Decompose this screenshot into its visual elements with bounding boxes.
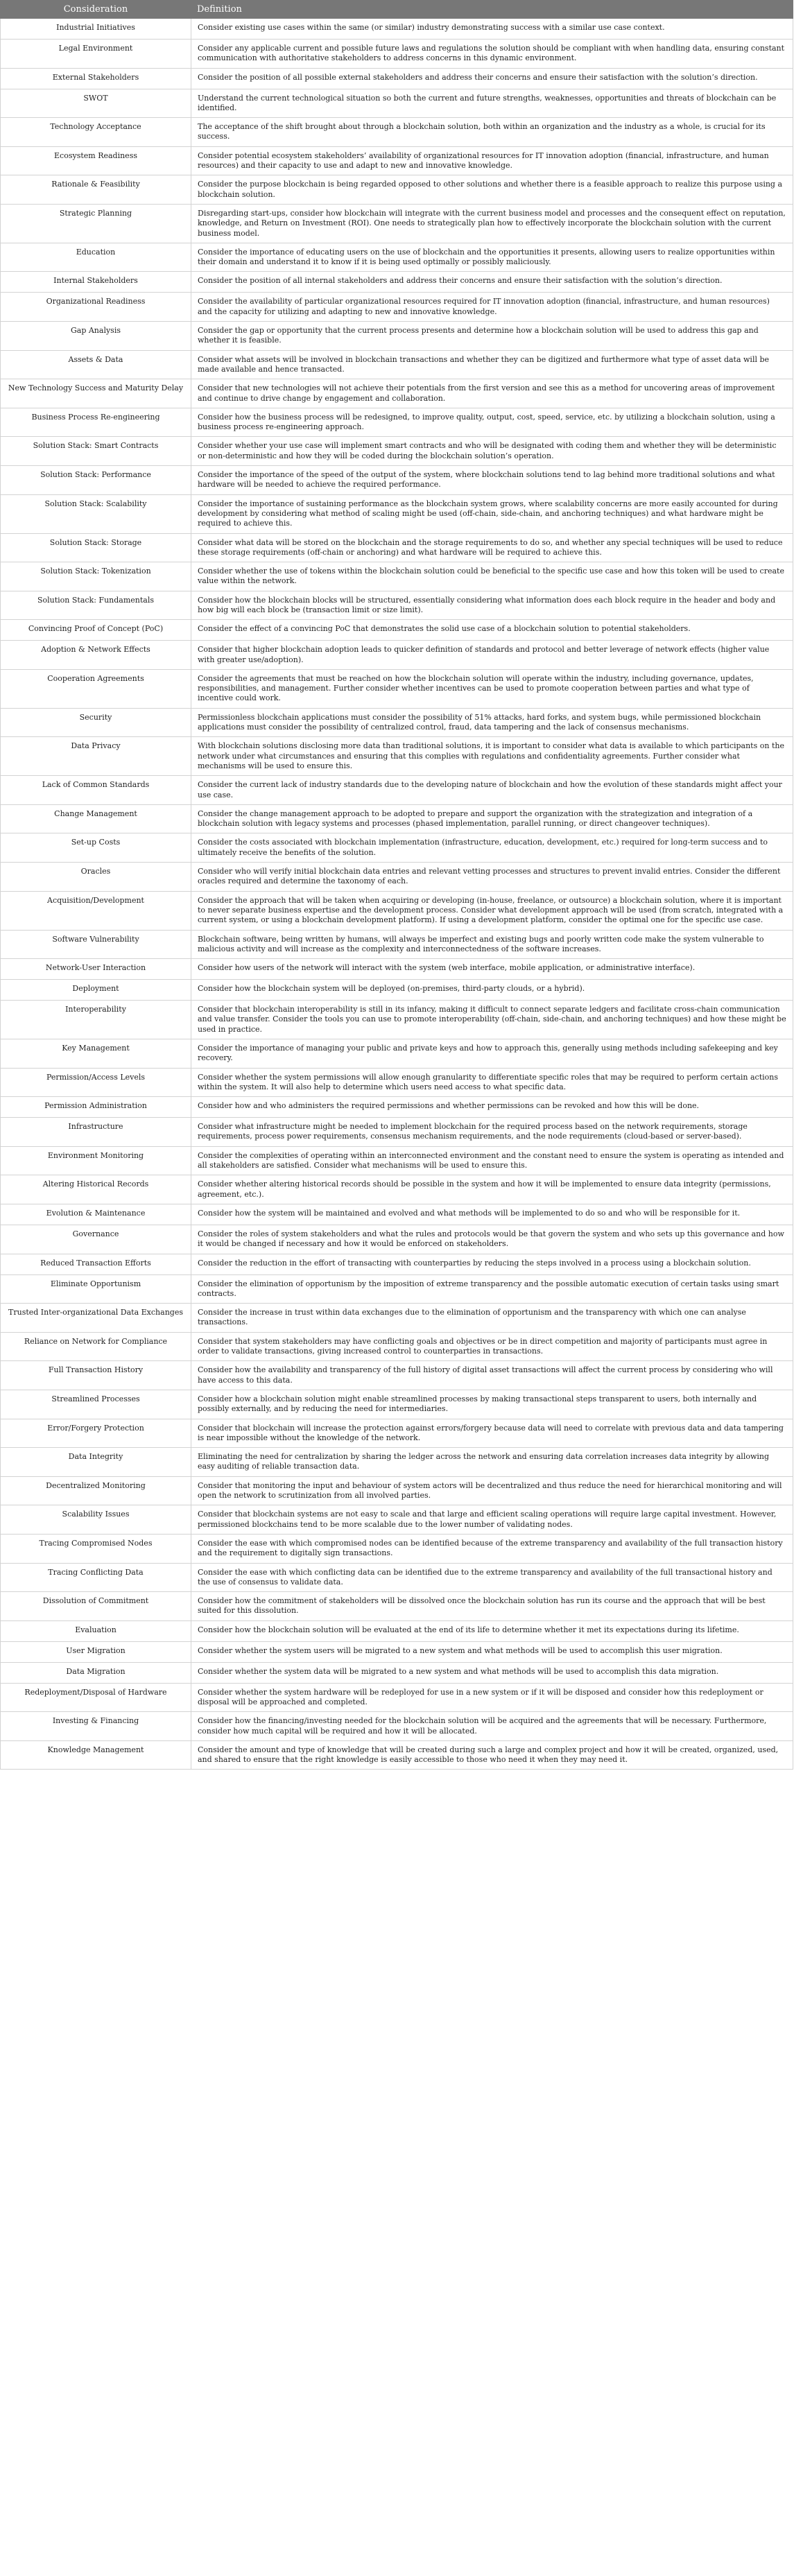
- table-row: [1, 19, 793, 40]
- definition-cell: Consider existing use cases within the same (or similar) industry demonstrating success with a similar use case context.: [191, 19, 793, 40]
- table-row: [1, 1332, 793, 1361]
- consideration-cell: Data Integrity: [1, 1448, 191, 1477]
- definition-cell: Consider that blockchain interoperability is still in its infancy, making it difficult to connect separate ledgers and facilitate cross-chain communication and value transfer. Consider the tools you can use to promote interoperability (off-chain, side-chain, and anchoring techniques) and how these might be used in practice.: [191, 1001, 793, 1039]
- consideration-cell: Rationale & Feasibility: [1, 175, 191, 205]
- consideration-cell: Decentralized Monitoring: [1, 1476, 191, 1505]
- definition-cell: Consider that system stakeholders may have conflicting goals and objectives or be in direct competition and majority of participants must agree in order to validate transactions, giving increased control to counterparties in transactions.: [191, 1332, 793, 1361]
- consideration-cell: Change Management: [1, 804, 191, 833]
- definition-cell: Consider that blockchain systems are not easy to scale and that large and efficient scaling operations will require large capital investment. However, permissioned blockchains tend to be more scalable due to the lower number of validating nodes.: [191, 1505, 793, 1535]
- table-row: [1, 146, 793, 175]
- definition-cell: Consider the position of all possible external stakeholders and address their concerns and ensure their satisfaction with the solution’s direction.: [191, 68, 793, 89]
- definition-cell: Consider the gap or opportunity that the current process presents and determine how a blockchain solution will be used to address this gap and whether it is feasible.: [191, 322, 793, 351]
- table-row: [1, 350, 793, 379]
- table-body: [1, 19, 793, 1770]
- table-row: [1, 1304, 793, 1333]
- definition-cell: Consider whether the system users will be migrated to a new system and what methods will be used to accomplish this user migration.: [191, 1641, 793, 1662]
- definition-cell: Consider how and who administers the required permissions and whether permissions can be revoked and how this will be done.: [191, 1097, 793, 1118]
- consideration-cell: Business Process Re-engineering: [1, 408, 191, 437]
- definition-cell: Consider whether the use of tokens within the blockchain solution could be beneficial to the specific use case and how this token will be used to create value within the network.: [191, 562, 793, 591]
- consideration-cell: Adoption & Network Effects: [1, 641, 191, 670]
- table-row: [1, 408, 793, 437]
- definition-cell: The acceptance of the shift brought about through a blockchain solution, both within an organization and the industry as a whole, is crucial for its success.: [191, 118, 793, 147]
- consideration-cell: Interoperability: [1, 1001, 191, 1039]
- consideration-cell: Tracing Conflicting Data: [1, 1563, 191, 1592]
- header-definition: Definition: [191, 1, 793, 19]
- definition-cell: Consider the roles of system stakeholders and what the rules and protocols would be that govern the system and who sets up this governance and how it would be changed if necessary and how it would be enforced on stakeholders.: [191, 1225, 793, 1254]
- table-row: [1, 40, 793, 69]
- definition-cell: Consider the availability of particular organizational resources required for IT innovation adoption (financial, infrastructure, and human resources) and the capacity for utilizing and adapting to new and innovative knowledge.: [191, 293, 793, 322]
- table-row: [1, 1225, 793, 1254]
- table-row: [1, 980, 793, 1001]
- table-row: [1, 533, 793, 562]
- definition-cell: Consider who will verify initial blockchain data entries and relevant vetting processes and structures to prevent invalid entries. Consider the different oracles required and determine the taxonomy of each.: [191, 863, 793, 892]
- definition-cell: Consider the importance of sustaining performance as the blockchain system grows, where scalability concerns are more easily accounted for during development by considering what method of scaling might be used (off-chain, side-chain, and anchoring techniques) and what hardware might be required to achieve this.: [191, 494, 793, 533]
- table-row: [1, 669, 793, 708]
- consideration-cell: Solution Stack: Tokenization: [1, 562, 191, 591]
- consideration-cell: Solution Stack: Scalability: [1, 494, 191, 533]
- consideration-cell: Organizational Readiness: [1, 293, 191, 322]
- consideration-cell: Dissolution of Commitment: [1, 1592, 191, 1621]
- definition-cell: Consider the ease with which compromised nodes can be identified because of the extreme transparency and availability of the full transaction history and the requirement to digitally sign transactions.: [191, 1534, 793, 1563]
- consideration-cell: Eliminate Opportunism: [1, 1274, 191, 1304]
- table-row: [1, 1505, 793, 1535]
- consideration-cell: Evolution & Maintenance: [1, 1204, 191, 1225]
- definition-cell: Consider what data will be stored on the blockchain and the storage requirements to do so, and whether any special techniques will be used to reduce these storage requirements (off-chain or anchoring) and what hardware will be required to achieve this.: [191, 533, 793, 562]
- table-row: [1, 1175, 793, 1204]
- definition-cell: Permissionless blockchain applications must consider the possibility of 51% attacks, hard forks, and system bugs, while permissioned blockchain applications must consider the possibility of centralized control, fraud, data tampering and the lack of consensus mechanisms.: [191, 708, 793, 737]
- definition-cell: Consider how the system will be maintained and evolved and what methods will be implemented to do so and who will be responsible for it.: [191, 1204, 793, 1225]
- table-row: [1, 1001, 793, 1039]
- table-row: [1, 1620, 793, 1641]
- definition-cell: Consider whether the system hardware will be redeployed for use in a new system or if it will be disposed and consider how this redeployment or disposal will be approached and completed.: [191, 1683, 793, 1712]
- table-row: [1, 1419, 793, 1448]
- consideration-cell: Assets & Data: [1, 350, 191, 379]
- definition-cell: Consider the reduction in the effort of transacting with counterparties by reducing the steps involved in a process using a blockchain solution.: [191, 1254, 793, 1274]
- consideration-cell: Lack of Common Standards: [1, 776, 191, 805]
- consideration-cell: Acquisition/Development: [1, 891, 191, 930]
- consideration-cell: External Stakeholders: [1, 68, 191, 89]
- consideration-cell: Permission Administration: [1, 1097, 191, 1118]
- consideration-cell: Data Migration: [1, 1662, 191, 1683]
- table-row: [1, 804, 793, 833]
- table-row: [1, 1448, 793, 1477]
- definition-cell: Consider how the business process will be redesigned, to improve quality, output, cost, speed, service, etc. by utilizing a blockchain solution, using a business process re-engineering approach.: [191, 408, 793, 437]
- definition-cell: Consider how the availability and transparency of the full history of digital asset transactions will affect the current process by considering who will have access to this data.: [191, 1361, 793, 1390]
- table-row: [1, 1662, 793, 1683]
- table-row: [1, 1097, 793, 1118]
- table-row: [1, 1204, 793, 1225]
- consideration-cell: Industrial Initiatives: [1, 19, 191, 40]
- table-row: [1, 591, 793, 620]
- consideration-cell: Network-User Interaction: [1, 959, 191, 980]
- consideration-cell: Security: [1, 708, 191, 737]
- table-row: [1, 175, 793, 205]
- table-row: [1, 708, 793, 737]
- consideration-cell: Set-up Costs: [1, 833, 191, 863]
- table-row: [1, 891, 793, 930]
- consideration-cell: Altering Historical Records: [1, 1175, 191, 1204]
- table-row: [1, 293, 793, 322]
- consideration-cell: Scalability Issues: [1, 1505, 191, 1535]
- definition-cell: Consider the amount and type of knowledge that will be created during such a large and complex project and how it will be created, organized, used, and shared to ensure that the right knowledge is easily accessible to those who need it when they may need it.: [191, 1740, 793, 1770]
- consideration-cell: Environment Monitoring: [1, 1146, 191, 1175]
- table-row: [1, 89, 793, 118]
- consideration-cell: Error/Forgery Protection: [1, 1419, 191, 1448]
- definition-cell: Consider whether the system permissions will allow enough granularity to differentiate specific roles that may be required to perform certain actions within the system. It will also help to determine which users need access to what specific data.: [191, 1068, 793, 1097]
- consideration-cell: Permission/Access Levels: [1, 1068, 191, 1097]
- table-row: [1, 1740, 793, 1770]
- header-consideration: Consideration: [1, 1, 191, 19]
- consideration-cell: Cooperation Agreements: [1, 669, 191, 708]
- consideration-cell: Solution Stack: Storage: [1, 533, 191, 562]
- consideration-cell: Infrastructure: [1, 1118, 191, 1147]
- consideration-cell: Solution Stack: Smart Contracts: [1, 437, 191, 466]
- table-row: [1, 1476, 793, 1505]
- table-row: [1, 1254, 793, 1274]
- definition-cell: Consider any applicable current and possible future laws and regulations the solution should be compliant with when handling data, ensuring constant communication with authoritative stakeholders to address concerns in this dynamic environment.: [191, 40, 793, 69]
- definition-cell: Consider that new technologies will not achieve their potentials from the first version and see this as a method for uncovering areas of improvement and continue to drive change by engagement and collaboration.: [191, 379, 793, 408]
- table-header-row: [1, 1, 793, 19]
- table-row: [1, 562, 793, 591]
- definition-cell: Consider the change management approach to be adopted to prepare and support the organization with the strategization and integration of a blockchain solution with legacy systems and processes (phased implementation, parallel running, or direct changeover techniques).: [191, 804, 793, 833]
- consideration-cell: Strategic Planning: [1, 204, 191, 243]
- definition-cell: Consider the importance of the speed of the output of the system, where blockchain solutions tend to lag behind more traditional solutions and what hardware will be needed to achieve the required performance.: [191, 466, 793, 495]
- consideration-cell: Legal Environment: [1, 40, 191, 69]
- table-row: [1, 118, 793, 147]
- definition-cell: Blockchain software, being written by humans, will always be imperfect and existing bugs and poorly written code make the system vulnerable to malicious activity and will increase as the complexity and interconnectedness of the software increases.: [191, 930, 793, 959]
- definition-cell: Consider the effect of a convincing PoC that demonstrates the solid use case of a blockchain solution to potential stakeholders.: [191, 620, 793, 641]
- consideration-cell: Convincing Proof of Concept (PoC): [1, 620, 191, 641]
- definition-cell: Consider the importance of educating users on the use of blockchain and the opportunities it presents, allowing users to realize opportunities within their domain and understand it to know if it is being used optimally or possibly maliciously.: [191, 243, 793, 272]
- definition-cell: Consider what infrastructure might be needed to implement blockchain for the required process based on the network requirements, storage requirements, process power requirements, consensus mechanism requirements, and the node requirements (cloud-based or server-based).: [191, 1118, 793, 1147]
- table-row: [1, 1118, 793, 1147]
- table-row: [1, 620, 793, 641]
- definition-cell: Consider the costs associated with blockchain implementation (infrastructure, education, development, etc.) required for long-term success and to ultimately receive the benefits of the solution.: [191, 833, 793, 863]
- definition-cell: Consider how the commitment of stakeholders will be dissolved once the blockchain solution has run its course and the approach that will be best suited for this dissolution.: [191, 1592, 793, 1621]
- consideration-cell: Education: [1, 243, 191, 272]
- definition-cell: Disregarding start-ups, consider how blockchain will integrate with the current business model and processes and the consequent effect on reputation, knowledge, and Return on Investment (ROI). One needs to strategically plan how to effectively incorporate the blockchain solution with the current business model.: [191, 204, 793, 243]
- definition-cell: Consider the ease with which conflicting data can be identified due to the extreme transparency and availability of the full transactional history and the use of consensus to validate data.: [191, 1563, 793, 1592]
- table-row: [1, 776, 793, 805]
- definition-cell: Consider whether altering historical records should be possible in the system and how it will be implemented to ensure data integrity (permissions, agreement, etc.).: [191, 1175, 793, 1204]
- consideration-cell: User Migration: [1, 1641, 191, 1662]
- table-row: [1, 379, 793, 408]
- consideration-cell: Deployment: [1, 980, 191, 1001]
- consideration-cell: Software Vulnerability: [1, 930, 191, 959]
- consideration-cell: Reliance on Network for Compliance: [1, 1332, 191, 1361]
- consideration-cell: New Technology Success and Maturity Delay: [1, 379, 191, 408]
- definition-cell: Consider that higher blockchain adoption leads to quicker definition of standards and protocol and better leverage of network effects (higher value with greater use/adoption).: [191, 641, 793, 670]
- definition-cell: Consider that blockchain will increase the protection against errors/forgery because data will need to correlate with previous data and data tampering is near impossible without the knowledge of the network.: [191, 1419, 793, 1448]
- table-row: [1, 494, 793, 533]
- table-row: [1, 833, 793, 863]
- definition-cell: Consider what assets will be involved in blockchain transactions and whether they can be digitized and furthermore what type of asset data will be made available and hence transacted.: [191, 350, 793, 379]
- consideration-cell: Redeployment/Disposal of Hardware: [1, 1683, 191, 1712]
- definition-cell: Consider the current lack of industry standards due to the developing nature of blockchain and how the evolution of these standards might affect your use case.: [191, 776, 793, 805]
- definition-cell: Consider how the blockchain solution will be evaluated at the end of its life to determine whether it met its expectations during its lifetime.: [191, 1620, 793, 1641]
- consideration-cell: Ecosystem Readiness: [1, 146, 191, 175]
- definition-cell: Consider the increase in trust within data exchanges due to the elimination of opportunism and the transparency with which one can analyse transactions.: [191, 1304, 793, 1333]
- table-row: [1, 68, 793, 89]
- table-row: [1, 1534, 793, 1563]
- definition-cell: Consider the complexities of operating within an interconnected environment and the constant need to ensure the system is operating as intended and all stakeholders are satisfied. Consider what mechanisms will be used to ensure this.: [191, 1146, 793, 1175]
- definition-cell: Eliminating the need for centralization by sharing the ledger across the network and ensuring data correlation increases data integrity by allowing easy auditing of reliable transaction data.: [191, 1448, 793, 1477]
- definition-cell: Consider the approach that will be taken when acquiring or developing (in-house, freelance, or outsource) a blockchain solution, where it is important to never separate business expertise and the development process. Consider what development approach will be used (from scratch, integrated with a current system, or using a blockchain development platform). If using a development platform, consider the optimal one for the specific use case.: [191, 891, 793, 930]
- table-row: [1, 1592, 793, 1621]
- consideration-cell: Key Management: [1, 1039, 191, 1069]
- consideration-cell: Oracles: [1, 863, 191, 892]
- table-row: [1, 466, 793, 495]
- definition-cell: Consider the elimination of opportunism by the imposition of extreme transparency and the possible automatic execution of certain tasks using smart contracts.: [191, 1274, 793, 1304]
- table-row: [1, 1274, 793, 1304]
- definition-cell: Consider how a blockchain solution might enable streamlined processes by making transactional steps transparent to users, both internally and possibly externally, and by reducing the need for intermediaries.: [191, 1390, 793, 1419]
- consideration-cell: Trusted Inter-organizational Data Exchanges: [1, 1304, 191, 1333]
- table-row: [1, 1641, 793, 1662]
- consideration-cell: Tracing Compromised Nodes: [1, 1534, 191, 1563]
- definition-cell: Consider that monitoring the input and behaviour of system actors will be decentralized and thus reduce the need for hierarchical monitoring and will open the network to scrutinization from all involved parties.: [191, 1476, 793, 1505]
- table-row: [1, 737, 793, 776]
- table-row: [1, 322, 793, 351]
- consideration-cell: Evaluation: [1, 1620, 191, 1641]
- table-row: [1, 1390, 793, 1419]
- table-row: [1, 1563, 793, 1592]
- consideration-cell: Streamlined Processes: [1, 1390, 191, 1419]
- table-row: [1, 437, 793, 466]
- consideration-cell: Knowledge Management: [1, 1740, 191, 1770]
- consideration-cell: Technology Acceptance: [1, 118, 191, 147]
- definition-cell: Consider potential ecosystem stakeholders’ availability of organizational resources for IT innovation adoption (financial, infrastructure, and human resources) and their capacity to use and adapt to new and innovative knowledge.: [191, 146, 793, 175]
- definition-cell: Consider whether the system data will be migrated to a new system and what methods will be used to accomplish this data migration.: [191, 1662, 793, 1683]
- definition-cell: Consider how users of the network will interact with the system (web interface, mobile application, or administrative interface).: [191, 959, 793, 980]
- definition-cell: Consider how the blockchain blocks will be structured, essentially considering what information does each block require in the header and body and how big will each block be (transaction limit or size limit).: [191, 591, 793, 620]
- consideration-cell: Internal Stakeholders: [1, 272, 191, 293]
- definition-cell: Consider whether your use case will implement smart contracts and who will be designated with coding them and whether they will be deterministic or non-deterministic and how they will be coded during the blockchain solution’s operation.: [191, 437, 793, 466]
- consideration-cell: Solution Stack: Performance: [1, 466, 191, 495]
- definition-cell: Consider the importance of managing your public and private keys and how to approach this, generally using methods including safekeeping and key recovery.: [191, 1039, 793, 1069]
- table-row: [1, 1712, 793, 1741]
- table-row: [1, 1068, 793, 1097]
- definition-cell: Consider the agreements that must be reached on how the blockchain solution will operate within the industry, including governance, updates, responsibilities, and management. Further consider whether incentives can be used to promote cooperation between parties and what type of incentive could work.: [191, 669, 793, 708]
- table-row: [1, 1361, 793, 1390]
- table-row: [1, 959, 793, 980]
- consideration-cell: Gap Analysis: [1, 322, 191, 351]
- table-row: [1, 863, 793, 892]
- table-row: [1, 1039, 793, 1069]
- definition-cell: Consider how the blockchain system will be deployed (on-premises, third-party clouds, or a hybrid).: [191, 980, 793, 1001]
- consideration-cell: Governance: [1, 1225, 191, 1254]
- definition-cell: Consider how the financing/investing needed for the blockchain solution will be acquired and the agreements that will be necessary. Furthermore, consider how much capital will be required and how it will be allocated.: [191, 1712, 793, 1741]
- consideration-cell: Data Privacy: [1, 737, 191, 776]
- table-row: [1, 1146, 793, 1175]
- consideration-cell: Reduced Transaction Efforts: [1, 1254, 191, 1274]
- definition-cell: Consider the position of all internal stakeholders and address their concerns and ensure their satisfaction with the solution’s direction.: [191, 272, 793, 293]
- table-row: [1, 204, 793, 243]
- definition-cell: Consider the purpose blockchain is being regarded opposed to other solutions and whether there is a feasible approach to realize this purpose using a blockchain solution.: [191, 175, 793, 205]
- table-row: [1, 930, 793, 959]
- table-row: [1, 272, 793, 293]
- table-row: [1, 243, 793, 272]
- definition-cell: With blockchain solutions disclosing more data than traditional solutions, it is important to consider what data is available to which participants on the network under what circumstances and ensuring that this complies with regulations and confidentiality agreements. Further consider what mechanisms will be used to ensure this.: [191, 737, 793, 776]
- consideration-cell: Investing & Financing: [1, 1712, 191, 1741]
- consideration-cell: Solution Stack: Fundamentals: [1, 591, 191, 620]
- definition-cell: Understand the current technological situation so both the current and future strengths, weaknesses, opportunities and threats of blockchain can be identified.: [191, 89, 793, 118]
- consideration-cell: Full Transaction History: [1, 1361, 191, 1390]
- table-row: [1, 1683, 793, 1712]
- table-row: [1, 641, 793, 670]
- consideration-cell: SWOT: [1, 89, 191, 118]
